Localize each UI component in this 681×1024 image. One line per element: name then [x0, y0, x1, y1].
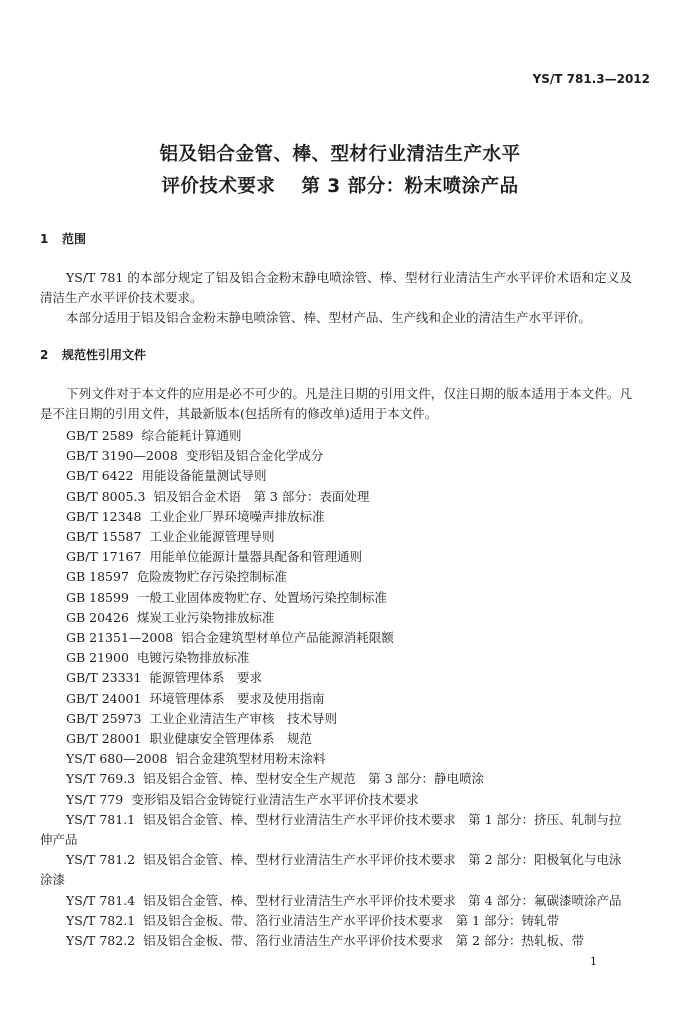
section-title: 规范性引用文件 [62, 348, 147, 362]
reference-code: GB/T 24001 [66, 690, 142, 706]
reference-item [40, 567, 632, 587]
reference-code: YS/T 781.2 [66, 852, 136, 868]
reference-code: GB 18599 [66, 589, 129, 605]
reference-code: GB 20426 [66, 609, 129, 625]
reference-title: 变形铝及铝合金铸锭行业清洁生产水平评价技术要求 [131, 791, 419, 807]
reference-item [40, 588, 632, 608]
reference-item [40, 911, 632, 931]
reference-title: 铝及铝合金管、棒、型材安全生产规范 第 3 部分：静电喷涂 [143, 771, 485, 787]
reference-title: 铝合金建筑型材用粉末涂料 [175, 751, 326, 767]
reference-item [40, 426, 632, 446]
reference-code: YS/T 680—2008 [66, 751, 168, 767]
reference-code: YS/T 782.1 [66, 912, 136, 928]
reference-code: GB/T 2589 [66, 428, 134, 443]
reference-item [40, 850, 632, 890]
section-1-heading [40, 230, 86, 247]
reference-item [40, 891, 632, 911]
section-number: 2 [40, 348, 49, 362]
reference-item [40, 648, 632, 668]
reference-code: GB/T 28001 [66, 731, 142, 747]
reference-code: GB/T 8005.3 [66, 488, 146, 504]
reference-code: GB/T 6422 [66, 468, 134, 484]
reference-title: 铝及铝合金管、棒、型材行业清洁生产水平评价技术要求 第 2 部分：阳极氧化与电泳涂漆 [40, 852, 622, 888]
reference-title: 能源管理体系 要求 [149, 670, 262, 686]
reference-item [40, 487, 632, 507]
reference-item [40, 608, 632, 628]
section-title: 范围 [62, 232, 87, 246]
reference-title: 铝及铝合金板、带、箔行业清洁生产水平评价技术要求 第 2 部分：热轧板、带 [143, 933, 585, 949]
reference-item [40, 527, 632, 547]
reference-item [40, 931, 632, 951]
reference-title: 一般工业固体废物贮存、处置场污染控制标准 [136, 589, 387, 605]
document-title-line-1: 铝及铝合金管、棒、型材行业清洁生产水平 [159, 144, 521, 165]
reference-code: YS/T 781.1 [66, 811, 136, 827]
reference-code: YS/T 782.2 [66, 933, 136, 949]
standard-code: YS/T 781.3—2012 [532, 72, 650, 86]
reference-code: GB 21351—2008 [66, 630, 174, 646]
document-title-line-2: 评价技术要求 第 3 部分：粉末喷涂产品 [161, 176, 519, 197]
reference-title: 铝合金建筑型材单位产品能源消耗限额 [181, 630, 394, 646]
paragraph: YS/T 781 的本部分规定了铝及铝合金粉末静电喷涂管、棒、型材行业清洁生产水平评价术语和定义及清洁生产水平评价技术要求。 [40, 270, 632, 305]
reference-code: GB/T 25973 [66, 710, 142, 726]
reference-title: 铝及铝合金板、带、箔行业清洁生产水平评价技术要求 第 1 部分：铸轧带 [143, 912, 560, 928]
reference-code: GB/T 17167 [66, 549, 142, 565]
reference-title: 危险废物贮存污染控制标准 [136, 569, 287, 585]
reference-title: 铝及铝合金管、棒、型材行业清洁生产水平评价技术要求 第 4 部分：氟碳漆喷涂产品 [143, 892, 622, 908]
reference-item [40, 790, 632, 810]
reference-item [40, 709, 632, 729]
reference-item [40, 810, 632, 850]
paragraph: 下列文件对于本文件的应用是必不可少的。凡是注日期的引用文件，仅注日期的版本适用于本文件。凡是不注日期的引用文件，其最新版本(包括所有的修改单)适用于本文件。 [40, 386, 632, 421]
reference-code: YS/T 779 [66, 791, 124, 807]
reference-item [40, 689, 632, 709]
reference-item [40, 547, 632, 567]
reference-item [40, 466, 632, 486]
reference-title: 煤炭工业污染物排放标准 [136, 609, 275, 625]
reference-item [40, 729, 632, 749]
reference-code: GB/T 12348 [66, 508, 142, 524]
reference-code: GB/T 3190—2008 [66, 448, 178, 464]
section-2-heading [40, 346, 146, 363]
reference-title: 电镀污染物排放标准 [136, 650, 250, 666]
reference-title: 铝及铝合金管、棒、型材行业清洁生产水平评价技术要求 第 1 部分：挤压、轧制与拉伸产品 [40, 811, 622, 848]
reference-code: GB 21900 [66, 650, 129, 666]
reference-title: 变形铝及铝合金化学成分 [185, 448, 324, 464]
reference-item [40, 446, 632, 466]
reference-code: GB/T 23331 [66, 670, 142, 686]
reference-title: 工业企业能源管理导则 [149, 529, 275, 545]
reference-code: YS/T 781.4 [66, 892, 136, 908]
reference-code: YS/T 769.3 [66, 771, 136, 787]
reference-item [40, 668, 632, 688]
reference-item [40, 628, 632, 648]
reference-code: GB 18597 [66, 569, 129, 585]
reference-list [40, 426, 632, 951]
reference-code: GB/T 15587 [66, 529, 142, 545]
reference-title: 综合能耗计算通则 [141, 428, 242, 443]
reference-item [40, 749, 632, 769]
reference-title: 工业企业厂界环境噪声排放标准 [149, 508, 325, 524]
page-number: 1 [590, 955, 597, 968]
reference-item [40, 507, 632, 527]
reference-title: 职业健康安全管理体系 规范 [149, 731, 312, 747]
reference-title: 环境管理体系 要求及使用指南 [149, 690, 325, 706]
reference-title: 用能设备能量测试导则 [141, 468, 267, 484]
reference-item [40, 769, 632, 789]
paragraph: 本部分适用于铝及铝合金粉末静电喷涂管、棒、型材产品、生产线和企业的清洁生产水平评价。 [66, 310, 592, 325]
section-number: 1 [40, 232, 49, 246]
reference-title: 用能单位能源计量器具配备和管理通则 [149, 549, 362, 565]
reference-title: 工业企业清洁生产审核 技术导则 [149, 710, 337, 726]
reference-title: 铝及铝合金术语 第 3 部分：表面处理 [153, 488, 370, 504]
